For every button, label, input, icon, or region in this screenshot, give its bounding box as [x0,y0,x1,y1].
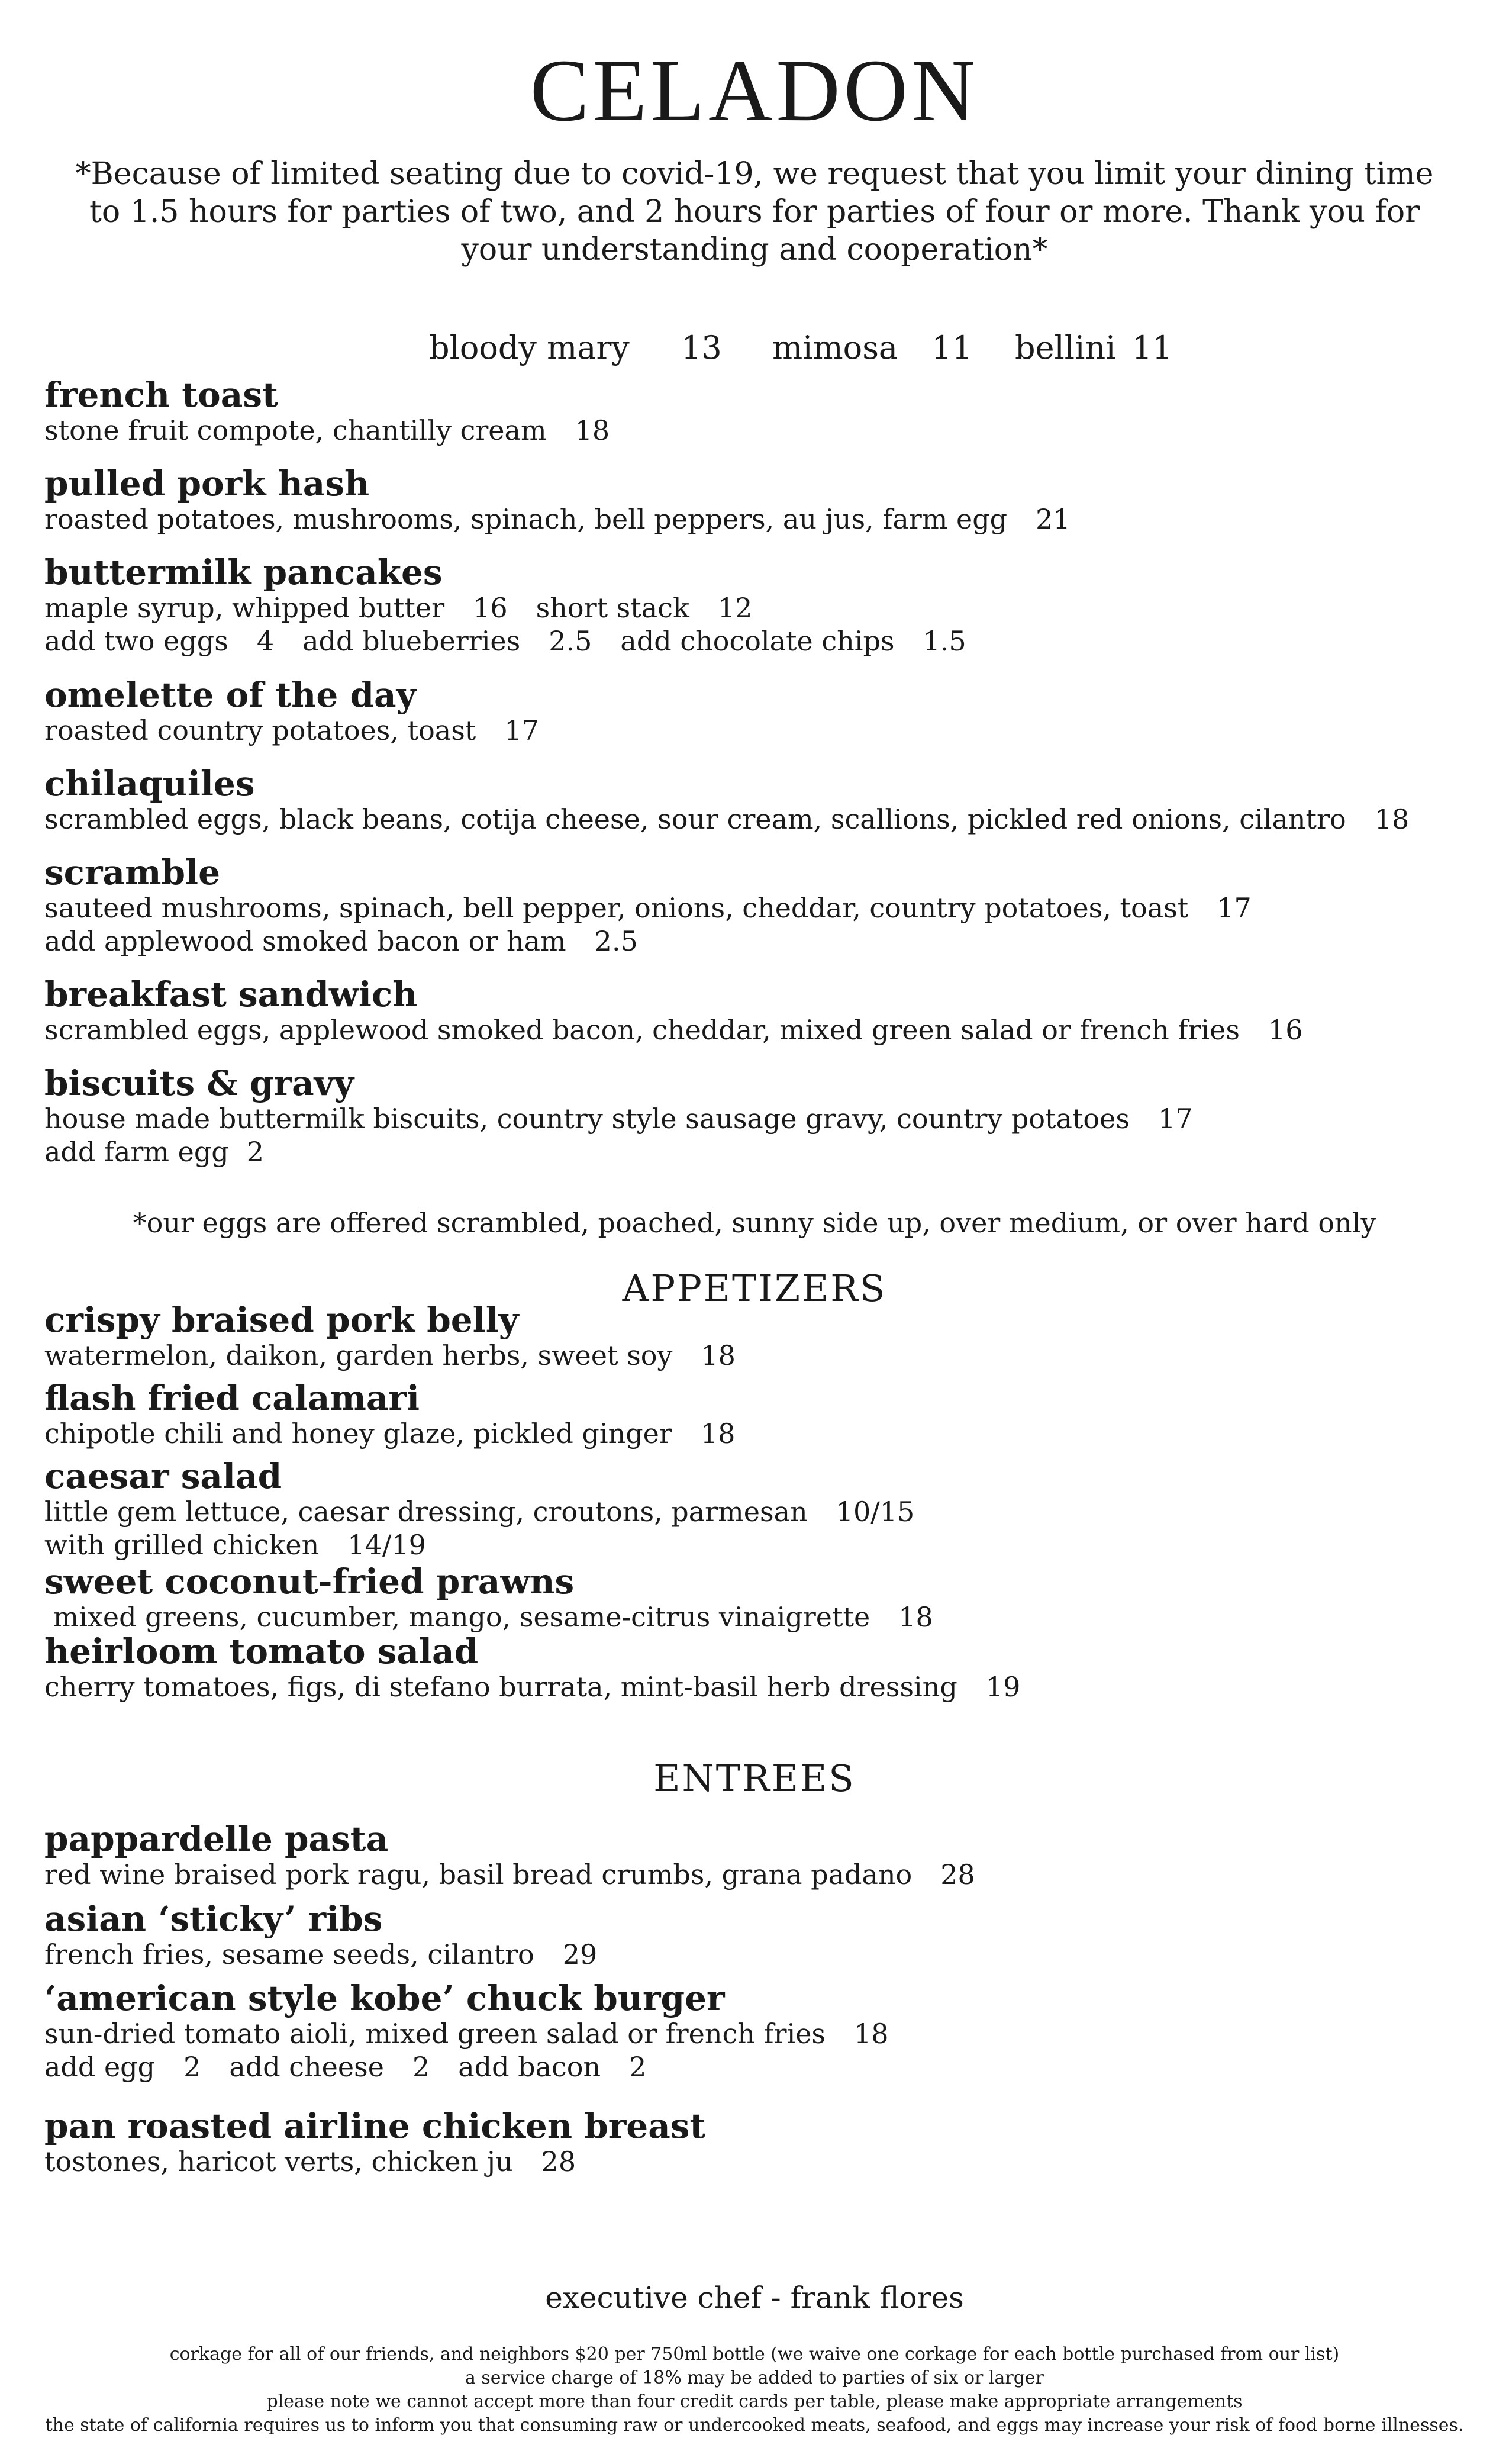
item-price: 16 [473,592,508,624]
menu-item-calamari [44,1379,1465,1450]
item-description: sauteed mushrooms, spinach, bell pepper, onions, cheddar, country potatoes, toast 17 [44,892,1252,924]
fine-print-service-charge: a service charge of 18% may be added to parties of six or larger [465,2368,1044,2388]
item-description: french fries, sesame seeds, cilantro 29 [44,1938,598,1970]
item-name: pulled pork hash [44,463,370,504]
item-name: pappardelle pasta [44,1819,389,1859]
item-price: 29 [562,1938,598,1970]
item-name: omelette of the day [44,675,417,715]
item-price: 10/15 [836,1496,915,1528]
item-name: french toast [44,375,278,415]
fine-print-health-warning: the state of california requires us to inform you that consuming raw or undercooked meats, seafood, and eggs may increase your risk of food borne illnesses. [45,2415,1464,2436]
item-name: flash fried calamari [44,1378,420,1418]
drink-bellini [1015,329,1172,367]
item-price: 2 [246,1136,265,1168]
drink-price: 11 [1131,329,1173,366]
item-name: biscuits & gravy [44,1063,354,1103]
fine-print-corkage: corkage for all of our friends, and neighbors $20 per 750ml bottle (we waive one corkage for each bottle purchased from our list) [169,2344,1340,2365]
item-description: chipotle chili and honey glaze, pickled ginger 18 [44,1418,736,1450]
item-description: scrambled eggs, applewood smoked bacon, cheddar, mixed green salad or french fries 16 [44,1014,1303,1046]
item-description: house made buttermilk biscuits, country style sausage gravy, country potatoes 17 [44,1103,1193,1135]
item-price: 18 [701,1339,736,1371]
item-description: roasted country potatoes, toast 17 [44,714,539,746]
item-name: scramble [44,852,220,893]
menu-item-heirloom-tomato [44,1632,1465,1703]
menu-item-pappardelle [44,1820,1465,1891]
item-price: 18 [700,1418,736,1450]
item-price: 18 [898,1601,933,1633]
item-price: 19 [985,1671,1021,1703]
item-addons: add farm egg 2 [44,1136,265,1168]
menu-item-caesar-salad [44,1457,1465,1561]
item-price: 28 [541,2146,576,2178]
restaurant-title: CELADON [530,41,979,140]
item-addons: add two eggs 4 add blueberries 2.5 add chocolate chips 1.5 [44,625,966,657]
item-description: roasted potatoes, mushrooms, spinach, bell peppers, au jus, farm egg 21 [44,503,1071,535]
item-addons: add egg 2 add cheese 2 add bacon 2 [44,2051,647,2083]
item-price: 18 [575,414,610,446]
item-name: chilaquiles [44,764,255,804]
item-price: 2.5 [594,925,638,957]
item-name: ‘american style kobe’ chuck burger [44,1978,725,2018]
drink-name: mimosa [772,329,898,366]
item-description: cherry tomatoes, figs, di stefano burrata, mint-basil herb dressing 19 [44,1671,1021,1703]
item-price: 12 [717,592,753,624]
item-addons: with grilled chicken 14/19 [44,1529,426,1561]
item-price: 21 [1036,503,1071,535]
item-name: caesar salad [44,1456,282,1496]
item-description: sun-dried tomato aioli, mixed green salad or french fries 18 [44,2018,889,2050]
drink-price: 11 [931,329,972,366]
drink-bloody-mary [429,329,722,367]
item-description: watermelon, daikon, garden herbs, sweet soy 18 [44,1339,736,1371]
menu-item-chicken-breast [44,2107,1465,2178]
item-description: mixed greens, cucumber, mango, sesame-citrus vinaigrette 18 [44,1601,933,1633]
item-description: little gem lettuce, caesar dressing, croutons, parmesan 10/15 [44,1496,915,1528]
menu-item-french-toast [44,376,1465,447]
item-price: 14/19 [347,1529,426,1561]
item-price: 17 [1157,1103,1193,1135]
menu-item-chilaquiles [44,765,1465,836]
item-name: crispy braised pork belly [44,1300,519,1340]
covid-notice: *Because of limited seating due to covid-19, we request that you limit your dining time to 1.5 hours for parties of two, and 2 hours for parties of four or more. Thank you for your understanding and cooperation* [75,156,1434,268]
item-price: 28 [940,1859,975,1890]
menu-item-chuck-burger [44,1979,1465,2083]
menu-item-coconut-prawns [44,1563,1465,1634]
menu-item-breakfast-sandwich [44,975,1465,1046]
menu-item-pulled-pork-hash [44,465,1465,536]
item-description: red wine braised pork ragu, basil bread crumbs, grana padano 28 [44,1859,975,1890]
item-name: sweet coconut-fried prawns [44,1561,575,1602]
menu-item-pork-belly [44,1301,1465,1372]
item-name: breakfast sandwich [44,974,418,1014]
menu-item-omelette [44,676,1465,747]
entrees-heading: ENTREES [653,1757,856,1800]
item-price: 18 [854,2018,889,2050]
item-name: buttermilk pancakes [44,552,443,592]
drink-mimosa [772,329,972,367]
egg-note: *our eggs are offered scrambled, poached, sunny side up, over medium, or over hard only [133,1207,1376,1239]
drink-name: bloody mary [429,329,630,366]
appetizers-heading: APPETIZERS [622,1267,887,1310]
item-description: scrambled eggs, black beans, cotija cheese, sour cream, scallions, pickled red onions, cilantro 18 [44,803,1410,835]
item-price: 16 [1268,1014,1303,1046]
fine-print-credit-cards: please note we cannot accept more than four credit cards per table, please make appropriate arrangements [266,2391,1243,2412]
item-description: maple syrup, whipped butter 16 short stack 12 [44,592,753,624]
item-name: heirloom tomato salad [44,1631,479,1671]
menu-item-biscuits-gravy [44,1064,1465,1168]
item-price: 17 [504,714,539,746]
item-addons: add applewood smoked bacon or ham 2.5 [44,925,638,957]
item-name: pan roasted airline chicken breast [44,2106,706,2146]
item-price: 18 [1374,803,1410,835]
executive-chef: executive chef - frank flores [545,2281,964,2315]
item-description: tostones, haricot verts, chicken ju 28 [44,2146,576,2178]
item-price: 17 [1217,892,1252,924]
drink-name: bellini [1015,329,1116,366]
menu-item-scramble [44,853,1465,958]
menu-item-sticky-ribs [44,1900,1465,1971]
item-name: asian ‘sticky’ ribs [44,1899,383,1939]
drink-price: 13 [681,329,722,366]
item-description: stone fruit compote, chantilly cream 18 [44,414,610,446]
menu-item-buttermilk-pancakes [44,553,1465,658]
